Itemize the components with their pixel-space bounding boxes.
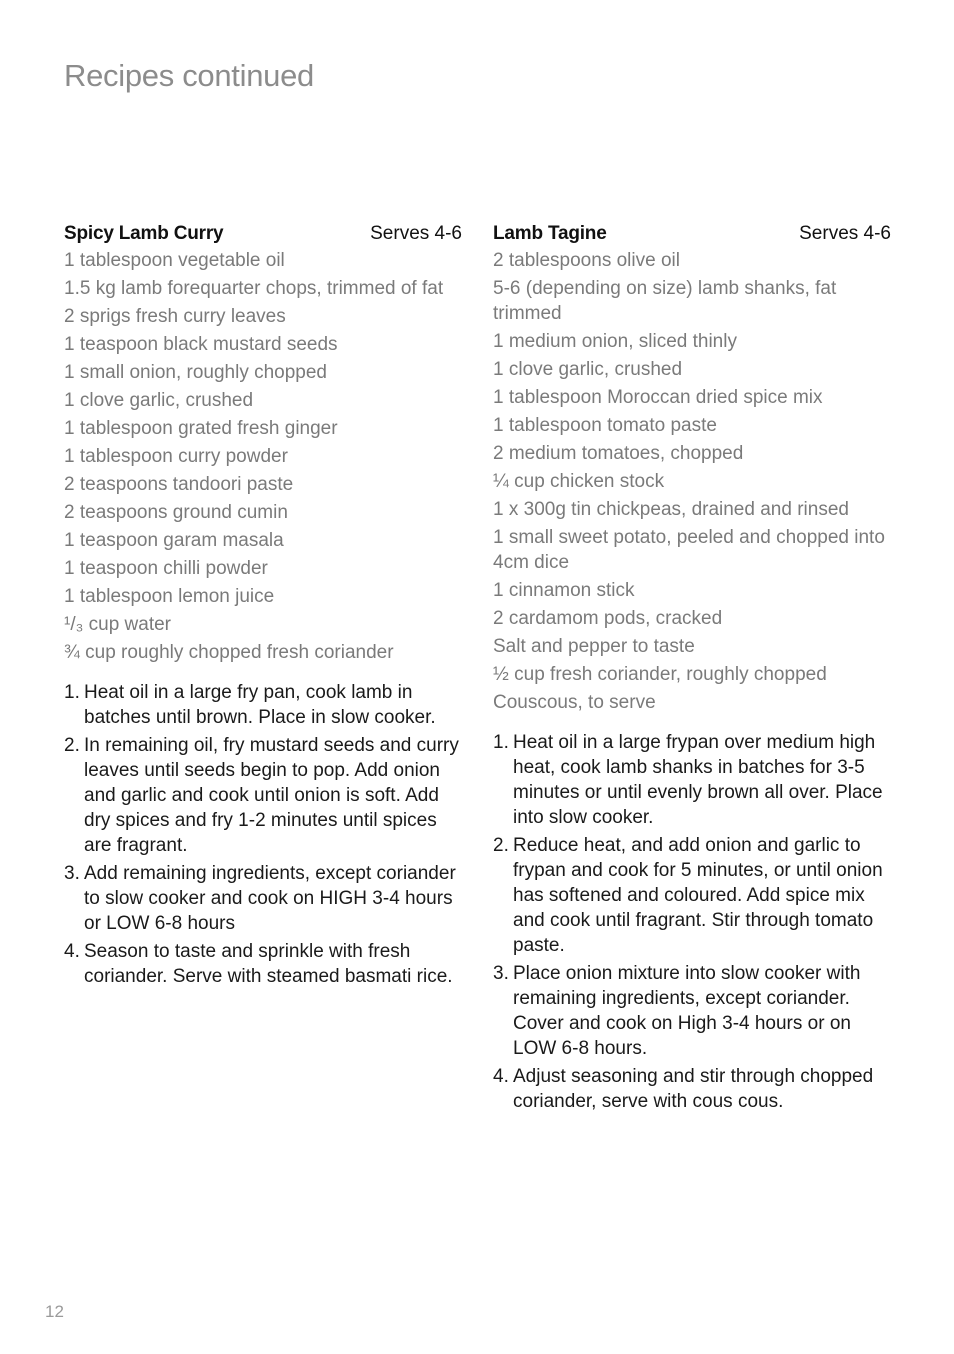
step-text: Place onion mixture into slow cooker with remaining ingredients, except coriander. Cover and cook on High 3-4 hours or on LOW 6-8 hours. bbox=[513, 963, 861, 1059]
method-step bbox=[64, 861, 462, 936]
method-steps bbox=[493, 730, 891, 1114]
ingredient-item: 1.5 kg lamb forequarter chops, trimmed of fat bbox=[64, 278, 444, 299]
recipe-header bbox=[493, 220, 891, 248]
ingredient-item: 1 medium onion, sliced thinly bbox=[493, 331, 737, 352]
ingredient-item: 2 teaspoons tandoori paste bbox=[64, 474, 294, 495]
recipe-lamb-tagine bbox=[493, 220, 891, 1117]
step-number: 2. bbox=[493, 835, 509, 856]
recipe-title: Spicy Lamb Curry bbox=[64, 223, 224, 244]
step-text: Season to taste and sprinkle with fresh coriander. Serve with steamed basmati rice. bbox=[84, 941, 453, 987]
ingredient-item: ¼ cup chicken stock bbox=[493, 471, 665, 492]
method-step bbox=[493, 1064, 891, 1114]
ingredient-item: 1 clove garlic, crushed bbox=[493, 359, 683, 380]
ingredient-item: 1 teaspoon garam masala bbox=[64, 530, 284, 551]
ingredient-item: ½ cup fresh coriander, roughly chopped bbox=[493, 664, 827, 685]
ingredient-item: Salt and pepper to taste bbox=[493, 636, 695, 657]
recipe-header bbox=[64, 220, 462, 248]
ingredient-item: ¾ cup roughly chopped fresh coriander bbox=[64, 642, 394, 663]
ingredient-item: 2 tablespoons olive oil bbox=[493, 250, 680, 271]
page-number: 12 bbox=[45, 1302, 64, 1321]
method-step bbox=[64, 733, 462, 858]
page-title: Recipes continued bbox=[64, 58, 314, 93]
method-step bbox=[64, 939, 462, 989]
ingredient-item: 1 tablespoon lemon juice bbox=[64, 586, 275, 607]
recipe-spicy-lamb-curry bbox=[64, 220, 462, 992]
ingredient-item: 1 tablespoon Moroccan dried spice mix bbox=[493, 387, 823, 408]
ingredient-item: 2 sprigs fresh curry leaves bbox=[64, 306, 286, 327]
step-text: Heat oil in a large frypan over medium high heat, cook lamb shanks in batches for 3-5 minutes or until evenly brown all over. Place into slow cooker. bbox=[513, 732, 883, 828]
ingredient-item: 2 teaspoons ground cumin bbox=[64, 502, 288, 523]
step-number: 4. bbox=[64, 941, 80, 962]
ingredient-item: 1 small sweet potato, peeled and chopped into 4cm dice bbox=[493, 527, 885, 573]
ingredient-list bbox=[64, 248, 462, 665]
ingredient-item: 1 cinnamon stick bbox=[493, 580, 635, 601]
method-step bbox=[493, 833, 891, 958]
ingredient-item: 5-6 (depending on size) lamb shanks, fat trimmed bbox=[493, 278, 837, 324]
method-step bbox=[64, 680, 462, 730]
ingredient-item: 1 tablespoon tomato paste bbox=[493, 415, 717, 436]
step-number: 1. bbox=[64, 682, 80, 703]
ingredient-item: 1 teaspoon black mustard seeds bbox=[64, 334, 338, 355]
ingredient-item: 1 tablespoon grated fresh ginger bbox=[64, 418, 338, 439]
method-step bbox=[493, 961, 891, 1061]
step-text: Add remaining ingredients, except coriander to slow cooker and cook on HIGH 3-4 hours or LOW 6-8 hours bbox=[84, 863, 456, 934]
recipe-serves: Serves 4-6 bbox=[370, 223, 462, 244]
ingredient-item: ¹/₃ cup water bbox=[64, 614, 171, 635]
ingredient-list bbox=[493, 248, 891, 715]
step-number: 1. bbox=[493, 732, 509, 753]
step-number: 4. bbox=[493, 1066, 509, 1087]
ingredient-item: 2 cardamom pods, cracked bbox=[493, 608, 723, 629]
step-text: Heat oil in a large fry pan, cook lamb in batches until brown. Place in slow cooker. bbox=[84, 682, 436, 728]
ingredient-item: 1 tablespoon curry powder bbox=[64, 446, 288, 467]
ingredient-item: 1 small onion, roughly chopped bbox=[64, 362, 328, 383]
step-number: 2. bbox=[64, 735, 80, 756]
ingredient-item: 1 clove garlic, crushed bbox=[64, 390, 254, 411]
step-text: Adjust seasoning and stir through chopped coriander, serve with cous cous. bbox=[513, 1066, 874, 1112]
step-number: 3. bbox=[493, 963, 509, 984]
method-step bbox=[493, 730, 891, 830]
recipe-title: Lamb Tagine bbox=[493, 223, 607, 244]
ingredient-item: 1 teaspoon chilli powder bbox=[64, 558, 268, 579]
ingredient-item: 2 medium tomatoes, chopped bbox=[493, 443, 744, 464]
step-text: Reduce heat, and add onion and garlic to frypan and cook for 5 minutes, or until onion has softened and coloured. Add spice mix and cook until fragrant. Stir through tomato paste. bbox=[513, 835, 883, 956]
step-number: 3. bbox=[64, 863, 80, 884]
ingredient-item: 1 x 300g tin chickpeas, drained and rinsed bbox=[493, 499, 849, 520]
ingredient-item: Couscous, to serve bbox=[493, 692, 656, 713]
method-steps bbox=[64, 680, 462, 989]
ingredient-item: 1 tablespoon vegetable oil bbox=[64, 250, 285, 271]
step-text: In remaining oil, fry mustard seeds and curry leaves until seeds begin to pop. Add onion and garlic and cook until onion is soft. Add dry spices and fry 1-2 minutes until spices are fragrant. bbox=[84, 735, 459, 856]
recipe-serves: Serves 4-6 bbox=[799, 223, 891, 244]
